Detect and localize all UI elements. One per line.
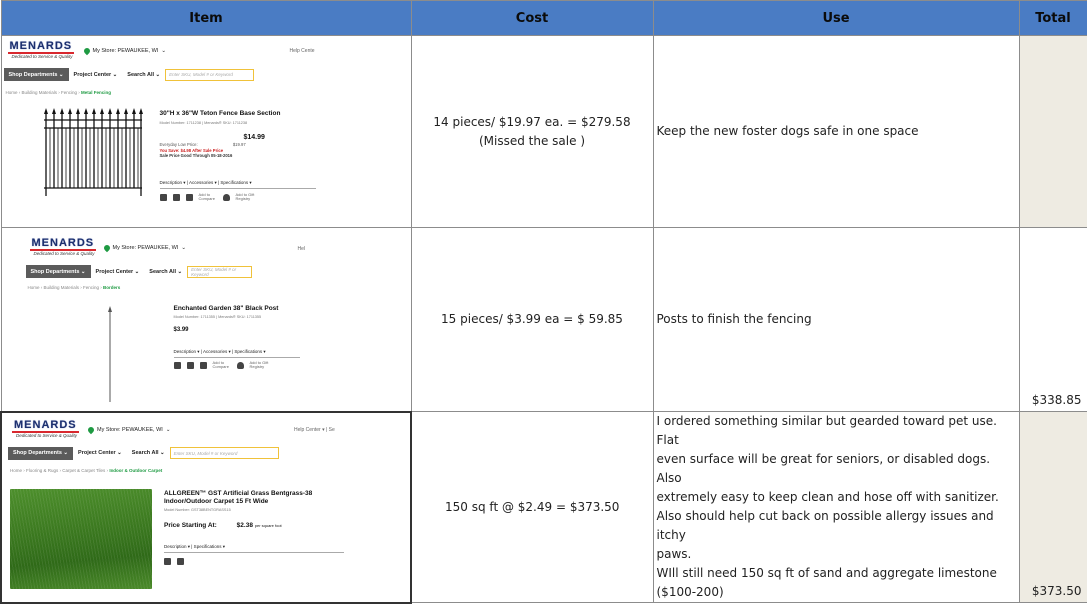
shop-departments-button: Shop Departments ⌄ (4, 68, 69, 81)
product-action-icons: Add to Compare Add to Gift Registry (174, 361, 276, 369)
print-icon (160, 194, 167, 201)
use-cell[interactable]: I ordered something similar but gearded toward pet use. Flat even surface will be great for seniors, or disabled dogs. Also extremely easy to keep clean and hose off with sanitizer. Also should help cut back on possible allergy issues and itchy paws. WIll still need 150 sq ft of sand and aggregate limestone ($100-200) (653, 412, 1019, 603)
store-selector: My Store: PEWAUKEE, WI ⌄ (88, 427, 170, 433)
header-row (1, 1, 1087, 36)
product-action-icons (164, 558, 184, 565)
table-row (1, 228, 1087, 412)
artificial-grass-image (10, 489, 152, 589)
table-row (1, 36, 1087, 228)
location-pin-icon (87, 425, 95, 433)
location-pin-icon (82, 47, 90, 55)
search-input: Enter SKU, Model # or Keyword (165, 69, 254, 81)
product-tabs: Description ▾ | Accessories ▾ | Specifications ▾ (174, 349, 300, 358)
search-all-dropdown: Search All ⌄ (127, 71, 161, 78)
total-cell[interactable]: $338.85 (1019, 228, 1087, 412)
email-icon (187, 362, 194, 369)
product-action-icons: Add to Compare Add to Gift Registry (160, 193, 262, 201)
product-title: ALLGREEN™ GST Artificial Grass Bentgrass-38 Indoor/Outdoor Carpet 15 Ft Wide (164, 489, 313, 505)
item-cell[interactable] (1, 36, 411, 228)
cost-cell[interactable]: 150 sq ft @ $2.49 = $373.50 (411, 412, 653, 603)
price: $14.99 (243, 134, 265, 141)
store-selector: My Store: PEWAUKEE, WI ⌄ (84, 48, 166, 54)
header-use[interactable]: Use (653, 1, 1019, 36)
search-input: Enter SKU, Model # or Keyword (170, 447, 279, 459)
model-number: Model Number: 1711238 | Menards® SKU: 1711238 (159, 121, 248, 125)
project-center-link: Project Center ⌄ (78, 450, 122, 456)
menards-logo: MENARDS Dedicated to Service & Quality (31, 237, 95, 256)
nav-bar (4, 68, 320, 81)
help-center-link: Hel (297, 246, 306, 252)
gift-registry-icon (237, 362, 244, 369)
breadcrumb: Home › Building Materials › Fencing › Borders (27, 285, 121, 290)
compare-checkbox-icon (186, 194, 193, 201)
price-details: Everyday Low Price: $19.97 You Save: $4.98 After Sale Price Sale Price Good Through 05-18-2016 (159, 142, 246, 158)
location-pin-icon (102, 244, 110, 252)
total-cell[interactable] (1019, 36, 1087, 228)
email-icon (177, 558, 184, 565)
product-title: 30"H x 36"W Teton Fence Base Section (159, 110, 281, 117)
project-center-link: Project Center ⌄ (73, 71, 118, 78)
model-number: Model Number: GST38BENTGRASS15 (164, 507, 231, 512)
breadcrumb: Home › Flooring & Rugs › Carpet & Carpet Tiles › Indoor & Outdoor Carpet (10, 467, 163, 473)
nav-bar (26, 265, 308, 278)
use-cell[interactable]: Posts to finish the fencing (653, 228, 1019, 412)
fence-section-image (42, 106, 144, 198)
shop-departments-button: Shop Departments ⌄ (8, 447, 73, 460)
email-icon (173, 194, 180, 201)
header-total[interactable]: Total (1019, 1, 1087, 36)
menards-logo: MENARDS Dedicated to Service & Quality (14, 418, 78, 438)
store-selector: My Store: PEWAUKEE, WI ⌄ (104, 245, 186, 251)
project-center-link: Project Center ⌄ (95, 268, 140, 275)
compare-checkbox-icon (200, 362, 207, 369)
search-input: Enter SKU, Model # or Keyword (187, 266, 252, 278)
product-title: Enchanted Garden 38" Black Post (173, 305, 279, 312)
product-tabs: Description ▾ | Accessories ▾ | Specifications ▾ (160, 180, 316, 189)
menards-logo: MENARDS Dedicated to Service & Quality (9, 40, 73, 59)
help-center-link: Help Center ▾ | Se (294, 426, 335, 433)
price: $3.99 (173, 327, 189, 333)
header-item[interactable]: Item (1, 1, 411, 36)
print-icon (164, 558, 171, 565)
item-cell[interactable] (1, 412, 411, 603)
search-all-dropdown: Search All ⌄ (131, 450, 165, 456)
use-cell[interactable]: Keep the new foster dogs safe in one space (653, 36, 1019, 228)
help-center-link: Help Cente (289, 48, 315, 54)
product-tabs: Description ▾ | Specifications ▾ (164, 544, 344, 553)
nav-bar (8, 447, 348, 460)
shop-departments-button: Shop Departments ⌄ (26, 265, 91, 278)
breadcrumb: Home › Building Materials › Fencing › Metal Fencing (5, 90, 112, 95)
model-number: Model Number: 1711355 | Menards® SKU: 1711355 (173, 315, 262, 319)
gift-registry-icon (223, 194, 230, 201)
total-cell[interactable]: $373.50 (1019, 412, 1087, 603)
header-cost[interactable]: Cost (411, 1, 653, 36)
table-row (1, 412, 1087, 603)
cost-cell[interactable]: 14 pieces/ $19.97 ea. = $279.58 (Missed the sale ) (411, 36, 653, 228)
item-cell[interactable] (1, 228, 411, 412)
search-all-dropdown: Search All ⌄ (149, 268, 183, 275)
print-icon (174, 362, 181, 369)
cost-cell[interactable]: 15 pieces/ $3.99 ea = $ 59.85 (411, 228, 653, 412)
price-starting: Price Starting At: $2.38 per square foot (164, 521, 282, 529)
black-post-image (106, 306, 114, 404)
